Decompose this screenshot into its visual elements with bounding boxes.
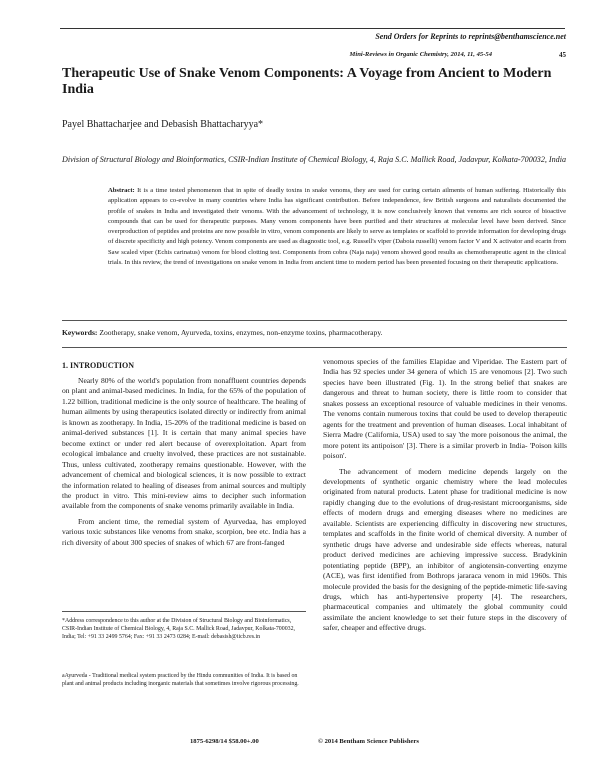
article-title: Therapeutic Use of Snake Venom Components: A Voyage from Ancient to Modern India (62, 66, 552, 97)
keywords-bottom-rule (62, 347, 567, 348)
affiliation: Division of Structural Biology and Bioinformatics, CSIR-Indian Institute of Chemical Biology, 4, Raja S.C. Mallick Road, Jadavpur, Kolkata-700032, India (62, 155, 567, 164)
keywords-top-rule (62, 320, 567, 321)
keywords (62, 328, 568, 337)
body-column-right (323, 357, 567, 634)
journal-citation: Mini-Reviews in Organic Chemistry, 2014, 11, 45-54 (349, 51, 492, 58)
body-column-left (62, 376, 306, 548)
ayurveda-footnote: aAyurveda - Traditional medical system practiced by the Hindu communities of India. It is based on plant and animal products including inorganic materials that sometimes involve rigorous processing. (62, 673, 299, 687)
keywords-text: Zootherapy, snake venom, Ayurveda, toxins, enzymes, non-enzyme toxins, pharmacotherapy. (99, 328, 383, 337)
abstract-label: Abstract: (108, 187, 135, 194)
reprint-notice: Send Orders for Reprints to reprints@benthamscience.net (375, 32, 566, 41)
issn-price-code: 1875-6298/14 $58.00+.00 (190, 738, 259, 745)
footnote-rule (62, 611, 306, 612)
top-rule (60, 28, 565, 29)
page-number: 45 (559, 51, 566, 59)
abstract (108, 186, 566, 268)
abstract-text: It is a time tested phenomenon that in spite of deadly toxins in snake venoms, they are used for curing certain ailments of human suffering. Historically this application appears to co-evolve in many countries where India has significant contribution. Before independence, few British surgeons and naturalists documented the profile of snakes in India and investigated their venoms. With the advancement of technology, it is now conclusively known that venoms are rich source of bioactive compounds that can be used for therapeutic purposes. Many venom components have been purified and their structures at molecular level have been derived. Since overproduction of peptides and proteins are now possible in vitro, venom components are likely to serve as templates or scaffold to provide information for developing drugs of discrete specificity and high potency. Venom components are used as diagnostic tool, e.g. Russell's viper (Daboia russelli) venom factor V and X activator and ecarin from Saw scaled viper (Echis carinatus) venom for blood clotting test. Components from cobra (Naja naja) venom showed good results as chemotherapeutic agent in the clinical trials. In this review, the trend of investigations on snake venom in India from ancient time to modern period has been presented focusing on their therapeutic applications. (108, 187, 566, 267)
author-list: Payel Bhattacharjee and Debasish Bhattacharyya* (62, 119, 264, 130)
section-heading: 1. INTRODUCTION (62, 361, 135, 370)
body-paragraph: From ancient time, the remedial system of Ayurvedaa, has employed various toxic substances like venoms from snake, scorpion, bee etc. India has a rich diversity of about 300 species of snakes of which 67 are front-fanged (62, 516, 306, 547)
body-paragraph: Nearly 80% of the world's population from nonaffluent countries depends on plant and animal-based medicines. In India, for the 65% of the population of 1.22 billion, traditional medicine is the only source of healthcare. The healing of human ailments by using therapeutics isolated directly or indirectly from animal is known as zootherapy. In India, 15-20% of the traditional medicine is based on animal-derived substances [1]. It is certain that many animal species have become extinct or under red alert because of overexploitation. Apart from ecological imbalance and cruelty involved, these practices are not sustainable. Thus, unless cultivated, zootherapy remains questionable. However, with the advancement of chemical and biological sciences, it is now possible to extract the information related to healing of diseases from animal sources and multiply the product in vitro. This mini-review aims to decipher such information available from the components of snake venoms primarily available in India. (62, 376, 306, 511)
copyright-notice: © 2014 Bentham Science Publishers (318, 738, 419, 745)
keywords-label: Keywords: (62, 328, 98, 337)
body-paragraph: The advancement of modern medicine depends largely on the developments of synthetic organic chemistry where the lead molecules originated from natural products. Latent phase for traditional medicine is now rapidly changing due to the evolutions of drug-resistant microorganisms, side effects of modern drugs and emerging diseases where no medicines are available. Scientists are experiencing difficulty in discovering new structures, templates and scaffolds in the finite world of chemical diversity. A number of synthetic drugs have adverse and undesirable side effects whereas, natural product derived medicines are achieving impressive success. Bradykinin potentiating peptide (BPP), an inhibitor of angiotensin-converting enzyme (ACE), was first identified from Bothrops jararaca venom in mid 1960s. This molecule provided the basis for the designing of the peptide-mimetic life-saving drugs, which has anti-hypertensive property [4]. The researchers, pharmaceutical companies and ultimately the global community could assimilate the ancient knowledge to set their future steps in the discovery of safer, cheaper and effective drugs. (323, 466, 567, 633)
correspondence-footnote: *Address correspondence to this author at the Division of Structural Biology and Bioinformatics, CSIR-Indian Institute of Chemical Biology, 4, Raja S.C. Mallick Road, Jadavpur, Kolkata-700032, India; Tel: +91 33 2499 5764; Fax: +91 33 2473 0284; E-mail: debasish@iicb.res.in (62, 618, 296, 640)
body-paragraph: venomous species of the families Elapidae and Viperidae. The Eastern part of India has 92 species under 34 genera of which 15 are venomous [2]. Two such species have been illustrated (Fig. 1). In the strong belief that snakes are dangerous and threat to human society, there is little room to consider that snakes possess an exceptional resource of valuable medicines in their venoms. The venoms contain numerous toxins that could be used to develop therapeutic agents for the treatment and prevention of human diseases. Local inhabitant of Sierra Madre (California, USA) used to say 'the more poisonous the animal, the more potent its antipoison' [3]. There is a similar proverb in India- 'Poison kills poison'. (323, 357, 567, 461)
